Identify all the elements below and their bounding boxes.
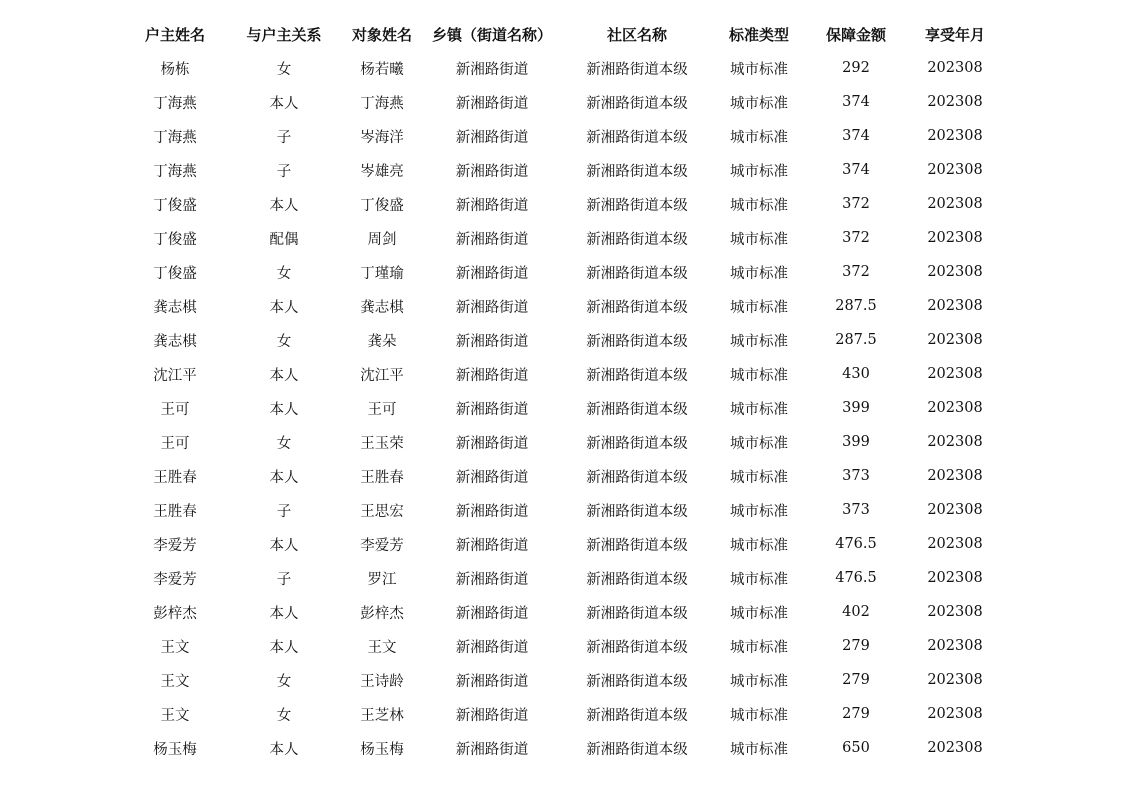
table-row [120,255,1000,289]
cell-community: 新湘路街道本级 [586,537,688,554]
cell-householder-name: 沈江平 [153,367,197,384]
cell-amount: 372 [842,230,870,246]
cell-standard-type: 城市标准 [730,129,788,146]
cell-recipient-name: 龚朵 [367,333,397,350]
cell-subdistrict: 新湘路街道 [455,503,529,520]
cell-month: 202308 [927,60,983,76]
cell-community: 新湘路街道本级 [586,163,688,180]
cell-amount: 372 [842,264,870,280]
cell-relation: 本人 [269,469,299,486]
cell-community: 新湘路街道本级 [586,741,688,758]
table-row [120,561,1000,595]
cell-householder-name: 王文 [160,639,190,656]
cell-community: 新湘路街道本级 [586,503,688,520]
subsidy-roster-table [120,17,1000,765]
cell-subdistrict: 新湘路街道 [455,435,529,452]
cell-standard-type: 城市标准 [730,95,788,112]
cell-subdistrict: 新湘路街道 [455,61,529,78]
cell-month: 202308 [927,196,983,212]
cell-standard-type: 城市标准 [730,605,788,622]
cell-householder-name: 丁俊盛 [153,231,197,248]
cell-recipient-name: 王可 [367,401,397,418]
cell-month: 202308 [927,162,983,178]
column-header-amount: 保障金额 [825,25,886,44]
cell-subdistrict: 新湘路街道 [455,231,529,248]
table-row [120,85,1000,119]
column-header-standard-type: 标准类型 [728,25,789,44]
cell-recipient-name: 丁海燕 [360,95,404,112]
cell-householder-name: 丁海燕 [153,95,197,112]
cell-householder-name: 杨玉梅 [153,741,197,758]
cell-relation: 女 [276,673,292,690]
table-header [120,17,1000,51]
cell-recipient-name: 王胜春 [360,469,404,486]
column-header-householder-name: 户主姓名 [144,25,205,44]
cell-subdistrict: 新湘路街道 [455,333,529,350]
cell-community: 新湘路街道本级 [586,639,688,656]
cell-relation: 女 [276,265,292,282]
cell-householder-name: 丁俊盛 [153,265,197,282]
cell-amount: 279 [842,672,870,688]
cell-community: 新湘路街道本级 [586,299,688,316]
table-row [120,187,1000,221]
cell-standard-type: 城市标准 [730,537,788,554]
cell-month: 202308 [927,400,983,416]
cell-standard-type: 城市标准 [730,741,788,758]
cell-subdistrict: 新湘路街道 [455,469,529,486]
cell-amount: 650 [842,740,870,756]
table-row [120,357,1000,391]
cell-recipient-name: 杨玉梅 [360,741,404,758]
cell-month: 202308 [927,332,983,348]
cell-relation: 配偶 [269,231,299,248]
cell-community: 新湘路街道本级 [586,333,688,350]
cell-month: 202308 [927,638,983,654]
cell-relation: 本人 [269,95,299,112]
cell-standard-type: 城市标准 [730,435,788,452]
cell-subdistrict: 新湘路街道 [455,95,529,112]
cell-community: 新湘路街道本级 [586,197,688,214]
cell-community: 新湘路街道本级 [586,61,688,78]
cell-householder-name: 龚志棋 [153,299,197,316]
cell-community: 新湘路街道本级 [586,265,688,282]
cell-standard-type: 城市标准 [730,231,788,248]
cell-month: 202308 [927,502,983,518]
cell-recipient-name: 王诗龄 [360,673,404,690]
cell-recipient-name: 王芝林 [360,707,404,724]
cell-householder-name: 王胜春 [153,503,197,520]
column-header-recipient-name: 对象姓名 [351,25,412,44]
cell-community: 新湘路街道本级 [586,571,688,588]
cell-recipient-name: 彭梓杰 [360,605,404,622]
cell-relation: 女 [276,61,292,78]
cell-householder-name: 王胜春 [153,469,197,486]
cell-amount: 279 [842,638,870,654]
cell-community: 新湘路街道本级 [586,231,688,248]
cell-householder-name: 丁海燕 [153,163,197,180]
cell-standard-type: 城市标准 [730,707,788,724]
cell-recipient-name: 王玉荣 [360,435,404,452]
cell-month: 202308 [927,230,983,246]
cell-relation: 本人 [269,741,299,758]
cell-recipient-name: 李爱芳 [360,537,404,554]
cell-householder-name: 李爱芳 [153,571,197,588]
table-row [120,697,1000,731]
cell-standard-type: 城市标准 [730,571,788,588]
column-header-community: 社区名称 [606,25,667,44]
cell-subdistrict: 新湘路街道 [455,707,529,724]
cell-relation: 女 [276,707,292,724]
cell-amount: 373 [842,502,870,518]
cell-community: 新湘路街道本级 [586,435,688,452]
table-row [120,221,1000,255]
cell-amount: 374 [842,162,870,178]
cell-month: 202308 [927,94,983,110]
cell-subdistrict: 新湘路街道 [455,537,529,554]
cell-relation: 女 [276,333,292,350]
cell-subdistrict: 新湘路街道 [455,639,529,656]
cell-month: 202308 [927,672,983,688]
cell-recipient-name: 杨若曦 [360,61,404,78]
cell-amount: 287.5 [835,332,877,348]
table-row [120,425,1000,459]
cell-community: 新湘路街道本级 [586,95,688,112]
cell-standard-type: 城市标准 [730,265,788,282]
cell-relation: 女 [276,435,292,452]
cell-month: 202308 [927,468,983,484]
table-body [120,51,1000,765]
cell-householder-name: 丁海燕 [153,129,197,146]
cell-relation: 本人 [269,299,299,316]
cell-month: 202308 [927,740,983,756]
cell-relation: 本人 [269,605,299,622]
cell-amount: 374 [842,128,870,144]
table-row [120,289,1000,323]
cell-community: 新湘路街道本级 [586,129,688,146]
cell-month: 202308 [927,298,983,314]
cell-householder-name: 王可 [160,401,190,418]
table-row [120,629,1000,663]
cell-subdistrict: 新湘路街道 [455,129,529,146]
table-row [120,391,1000,425]
table-row [120,527,1000,561]
cell-month: 202308 [927,570,983,586]
cell-subdistrict: 新湘路街道 [455,673,529,690]
cell-recipient-name: 沈江平 [360,367,404,384]
cell-amount: 399 [842,434,870,450]
table-row [120,459,1000,493]
table-row [120,493,1000,527]
cell-subdistrict: 新湘路街道 [455,163,529,180]
cell-standard-type: 城市标准 [730,639,788,656]
cell-relation: 本人 [269,639,299,656]
cell-relation: 子 [276,571,292,588]
cell-month: 202308 [927,128,983,144]
cell-householder-name: 李爱芳 [153,537,197,554]
cell-relation: 本人 [269,367,299,384]
column-header-relation: 与户主关系 [246,25,322,44]
cell-amount: 430 [842,366,870,382]
cell-relation: 子 [276,163,292,180]
cell-community: 新湘路街道本级 [586,673,688,690]
column-header-month: 享受年月 [924,25,985,44]
cell-amount: 287.5 [835,298,877,314]
cell-householder-name: 王文 [160,673,190,690]
cell-amount: 372 [842,196,870,212]
cell-subdistrict: 新湘路街道 [455,605,529,622]
cell-amount: 374 [842,94,870,110]
cell-amount: 402 [842,604,870,620]
cell-amount: 279 [842,706,870,722]
cell-amount: 373 [842,468,870,484]
table-row [120,323,1000,357]
cell-recipient-name: 周剑 [367,231,397,248]
cell-recipient-name: 丁瑾瑜 [360,265,404,282]
cell-householder-name: 彭梓杰 [153,605,197,622]
cell-recipient-name: 罗江 [367,571,397,588]
cell-subdistrict: 新湘路街道 [455,299,529,316]
cell-subdistrict: 新湘路街道 [455,367,529,384]
cell-subdistrict: 新湘路街道 [455,265,529,282]
table-row [120,153,1000,187]
header-row [120,17,1000,51]
cell-month: 202308 [927,434,983,450]
cell-community: 新湘路街道本级 [586,367,688,384]
column-header-subdistrict: 乡镇（街道名称） [431,25,552,44]
table-row [120,119,1000,153]
cell-recipient-name: 王文 [367,639,397,656]
cell-standard-type: 城市标准 [730,401,788,418]
cell-month: 202308 [927,706,983,722]
cell-standard-type: 城市标准 [730,163,788,180]
cell-month: 202308 [927,536,983,552]
cell-month: 202308 [927,366,983,382]
cell-recipient-name: 岑雄亮 [360,163,404,180]
cell-standard-type: 城市标准 [730,469,788,486]
cell-householder-name: 丁俊盛 [153,197,197,214]
cell-recipient-name: 王思宏 [360,503,404,520]
cell-subdistrict: 新湘路街道 [455,401,529,418]
table-row [120,595,1000,629]
cell-subdistrict: 新湘路街道 [455,571,529,588]
cell-householder-name: 王可 [160,435,190,452]
cell-month: 202308 [927,604,983,620]
cell-standard-type: 城市标准 [730,299,788,316]
cell-recipient-name: 丁俊盛 [360,197,404,214]
cell-community: 新湘路街道本级 [586,605,688,622]
cell-subdistrict: 新湘路街道 [455,197,529,214]
table-row [120,663,1000,697]
cell-standard-type: 城市标准 [730,503,788,520]
cell-amount: 292 [842,60,870,76]
cell-amount: 399 [842,400,870,416]
cell-relation: 子 [276,129,292,146]
cell-relation: 本人 [269,537,299,554]
table-row [120,731,1000,765]
cell-month: 202308 [927,264,983,280]
cell-standard-type: 城市标准 [730,367,788,384]
table-row [120,51,1000,85]
cell-community: 新湘路街道本级 [586,469,688,486]
cell-standard-type: 城市标准 [730,197,788,214]
cell-standard-type: 城市标准 [730,61,788,78]
cell-householder-name: 龚志棋 [153,333,197,350]
cell-community: 新湘路街道本级 [586,401,688,418]
cell-amount: 476.5 [835,536,877,552]
cell-community: 新湘路街道本级 [586,707,688,724]
cell-householder-name: 王文 [160,707,190,724]
cell-standard-type: 城市标准 [730,673,788,690]
cell-relation: 本人 [269,197,299,214]
cell-relation: 本人 [269,401,299,418]
cell-amount: 476.5 [835,570,877,586]
cell-recipient-name: 龚志棋 [360,299,404,316]
cell-relation: 子 [276,503,292,520]
cell-recipient-name: 岑海洋 [360,129,404,146]
cell-standard-type: 城市标准 [730,333,788,350]
cell-householder-name: 杨栋 [160,61,190,78]
cell-subdistrict: 新湘路街道 [455,741,529,758]
